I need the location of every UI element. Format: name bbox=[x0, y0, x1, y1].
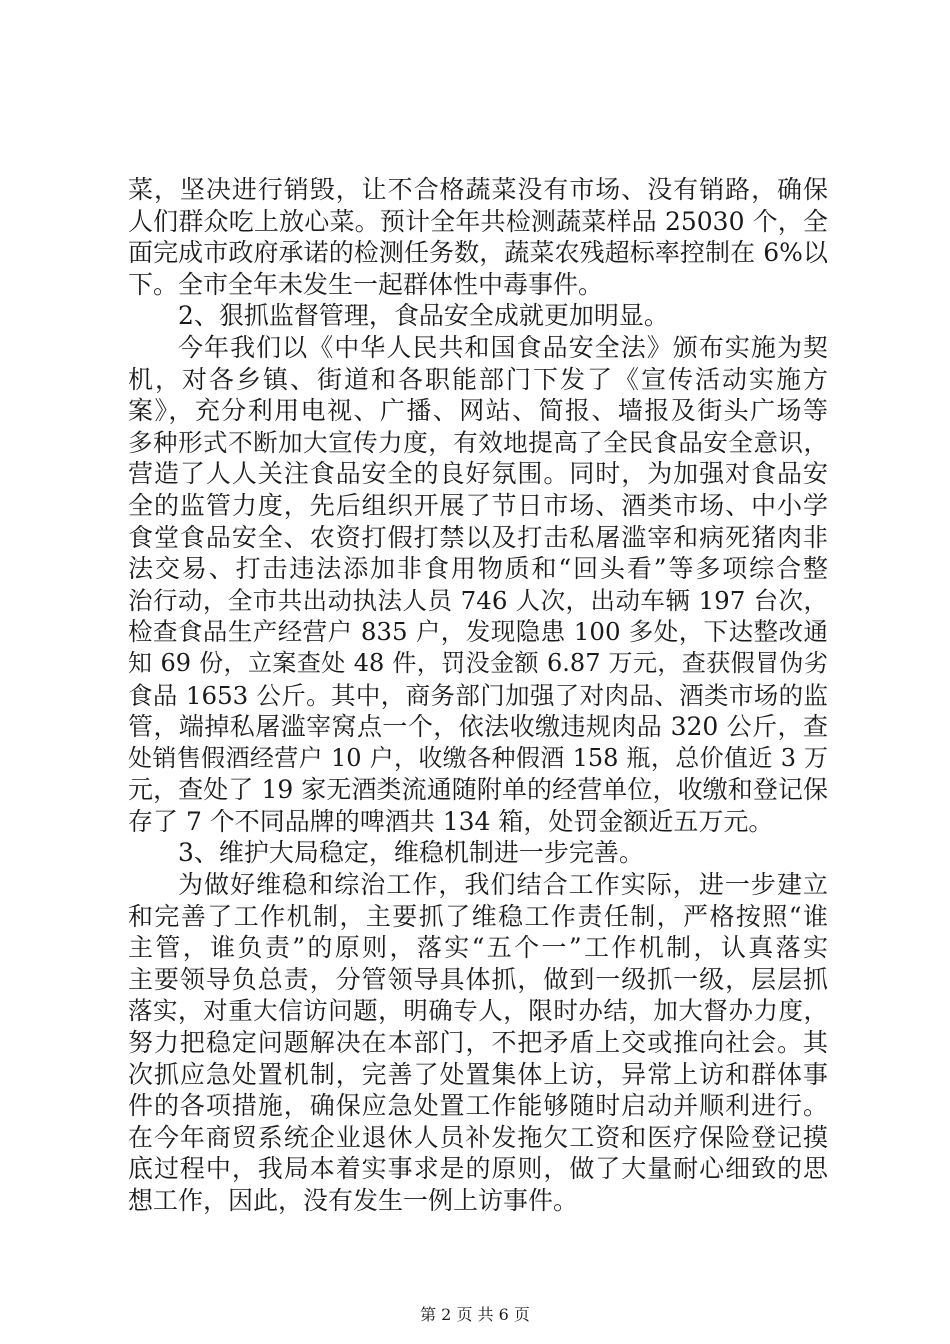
text-line: 存了 7 个不同品牌的啤酒共 134 箱，处罚金额近五万元。 bbox=[128, 806, 774, 836]
text-line: 件的各项措施，确保应急处置工作能够随时启动并顺利进行。 bbox=[128, 1091, 828, 1121]
text-line: 3、维护大局稳定，维稳机制进一步完善。 bbox=[178, 838, 644, 868]
text-line: 知 69 份，立案查处 48 件，罚没金额 6.87 万元，查获假冒伪劣 bbox=[128, 648, 828, 677]
text-line: 努力把稳定问题解决在本部门，不把矛盾上交或推向社会。其 bbox=[128, 1028, 828, 1058]
text-line: 今年我们以《中华人民共和国食品安全法》颁布实施为契 bbox=[178, 332, 828, 362]
text-line: 处销售假酒经营户 10 户，收缴各种假酒 158 瓶，总价值近 3 万 bbox=[128, 743, 828, 772]
text-line: 元，查处了 19 家无酒类流通随附单的经营单位，收缴和登记保 bbox=[128, 775, 828, 805]
text-line: 菜，坚决进行销毁，让不合格蔬菜没有市场、没有销路，确保 bbox=[128, 175, 828, 204]
text-line: 检查食品生产经营户 835 户，发现隐患 100 多处，下达整改通 bbox=[128, 617, 828, 647]
text-line: 次抓应急处置机制，完善了处置集体上访，异常上访和群体事 bbox=[128, 1059, 828, 1089]
text-line: 和完善了工作机制，主要抓了维稳工作责任制，严格按照“谁 bbox=[128, 901, 828, 931]
text-line: 落实，对重大信访问题，明确专人，限时办结，加大督办力度， bbox=[128, 996, 828, 1026]
page-footer: 第 2 页 共 6 页 bbox=[420, 1305, 530, 1324]
text-line: 面完成市政府承诺的检测任务数，蔬菜农残超标率控制在 6%以 bbox=[128, 238, 828, 268]
text-line: 人们群众吃上放心菜。预计全年共检测蔬菜样品 25030 个，全 bbox=[128, 206, 828, 236]
text-line: 为做好维稳和综治工作，我们结合工作实际，进一步建立 bbox=[178, 870, 828, 900]
text-line: 多种形式不断加大宣传力度，有效地提高了全民食品安全意识， bbox=[128, 427, 828, 457]
text-line: 营造了人人关注食品安全的良好氛围。同时，为加强对食品安 bbox=[128, 459, 828, 489]
text-line: 食堂食品安全、农资打假打禁以及打击私屠滥宰和病死猪肉非 bbox=[128, 522, 828, 552]
text-line: 食品 1653 公斤。其中，商务部门加强了对肉品、酒类市场的监 bbox=[128, 680, 828, 710]
text-line: 法交易、打击违法添加非食用物质和“回头看”等多项综合整 bbox=[128, 554, 828, 584]
text-line: 底过程中，我局本着实事求是的原则，做了大量耐心细致的思 bbox=[128, 1154, 828, 1184]
text-line: 下。全市全年未发生一起群体性中毒事件。 bbox=[128, 269, 604, 299]
document-body bbox=[128, 174, 828, 1217]
text-line: 在今年商贸系统企业退休人员补发拖欠工资和医疗保险登记摸 bbox=[128, 1122, 828, 1152]
text-line: 机，对各乡镇、街道和各职能部门下发了《宣传活动实施方 bbox=[128, 364, 828, 394]
text-line: 治行动，全市共出动执法人员 746 人次，出动车辆 197 台次， bbox=[128, 585, 828, 615]
text-line: 想工作，因此，没有发生一例上访事件。 bbox=[128, 1186, 579, 1215]
text-line: 主管，谁负责”的原则，落实“五个一”工作机制，认真落实 bbox=[128, 933, 828, 963]
text-line: 2、狠抓监督管理，食品安全成就更加明显。 bbox=[178, 301, 669, 331]
text-line: 管，端掉私屠滥宰窝点一个，依法收缴违规肉品 320 公斤，查 bbox=[128, 712, 828, 742]
text-line: 全的监管力度，先后组织开展了节日市场、酒类市场、中小学 bbox=[128, 490, 828, 520]
text-line: 案》，充分利用电视、广播、网站、简报、墙报及街头广场等 bbox=[128, 396, 828, 426]
text-line: 主要领导负总责，分管领导具体抓，做到一级抓一级，层层抓 bbox=[128, 964, 828, 994]
